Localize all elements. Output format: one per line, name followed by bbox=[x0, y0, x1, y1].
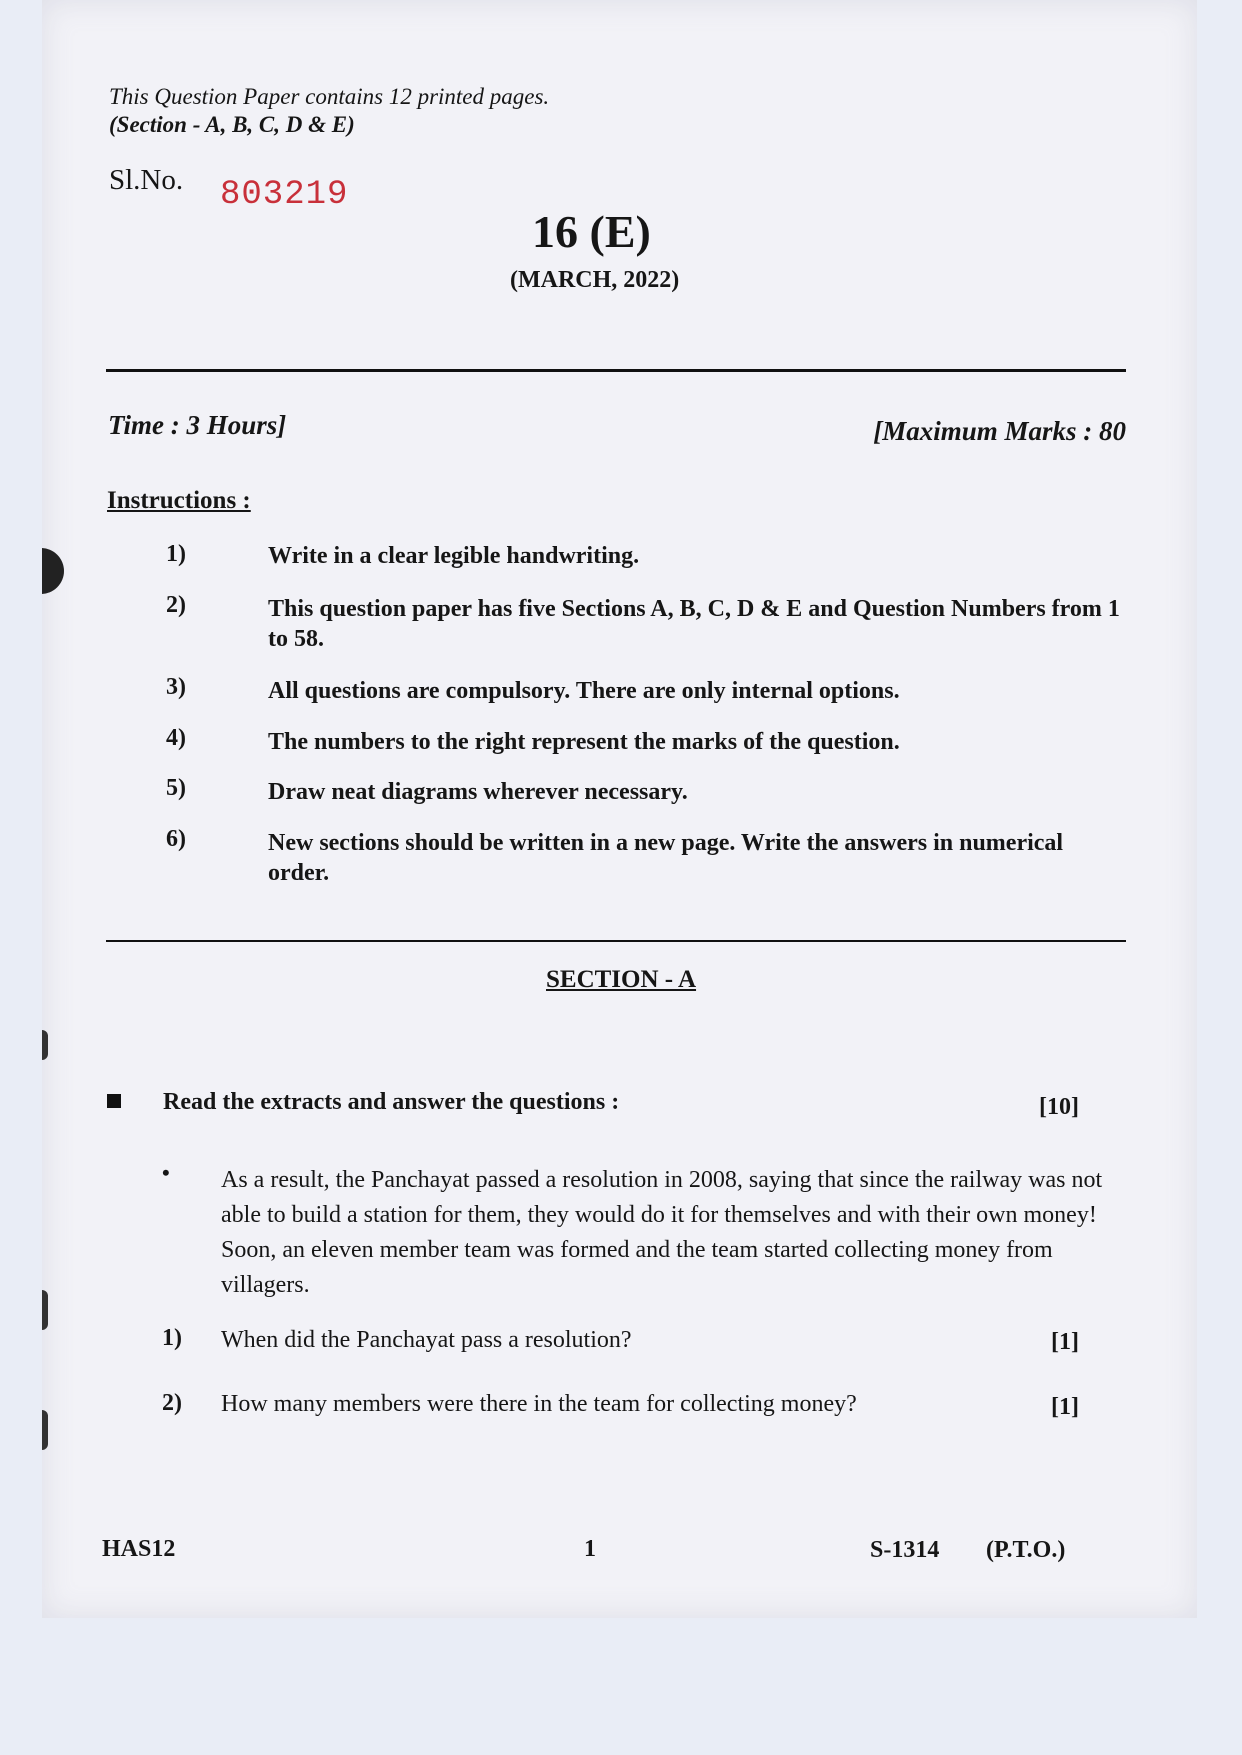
task-marks: [10] bbox=[1039, 1094, 1079, 1120]
time-allowed: Time : 3 Hours] bbox=[108, 410, 287, 440]
reading-extract: As a result, the Panchayat passed a resolution in 2008, saying that since the railway was not able to build a station for them, they would do it for themselves and with their own money! Soon, an eleven member team was formed and the team started collecting money from villagers. bbox=[221, 1167, 1103, 1298]
question-marks: [1] bbox=[1051, 1329, 1079, 1355]
section-divider bbox=[106, 940, 1126, 942]
subject-code: 16 (E) bbox=[532, 206, 651, 257]
exam-date: (MARCH, 2022) bbox=[510, 267, 680, 293]
please-turn-over: (P.T.O.) bbox=[986, 1537, 1066, 1563]
page-edge-mark bbox=[42, 1030, 48, 1060]
sections-note: (Section - A, B, C, D & E) bbox=[109, 112, 355, 137]
question-number: 1) bbox=[162, 1325, 182, 1351]
footer-code: HAS12 bbox=[102, 1536, 176, 1562]
page-count: This Question Paper contains 12 printed pages. bbox=[109, 84, 550, 109]
instruction-text: New sections should be written in a new page. Write the answers in numerical order. bbox=[268, 830, 1064, 886]
question-marks: [1] bbox=[1051, 1394, 1079, 1420]
instruction-number: 5) bbox=[166, 775, 186, 801]
question-number: 2) bbox=[162, 1390, 182, 1416]
instruction-text: The numbers to the right represent the marks of the question. bbox=[268, 729, 900, 755]
instructions-heading: Instructions : bbox=[107, 487, 251, 514]
instruction-number: 6) bbox=[166, 826, 186, 852]
instruction-text: Write in a clear legible handwriting. bbox=[268, 543, 640, 569]
instruction-number: 1) bbox=[166, 541, 186, 567]
square-bullet-icon bbox=[107, 1094, 121, 1108]
serial-number: 803219 bbox=[220, 176, 349, 214]
instruction-number: 3) bbox=[166, 674, 186, 700]
header-divider bbox=[106, 369, 1126, 372]
question-text: How many members were there in the team for collecting money? bbox=[221, 1391, 857, 1417]
punch-hole bbox=[42, 548, 64, 594]
section-a-title: SECTION - A bbox=[546, 966, 697, 993]
serial-label: Sl.No. bbox=[109, 164, 184, 196]
instruction-number: 4) bbox=[166, 725, 186, 751]
instruction-number: 2) bbox=[166, 592, 186, 618]
question-paper-page bbox=[42, 0, 1197, 1618]
page-number: 1 bbox=[584, 1536, 596, 1562]
instruction-text: All questions are compulsory. There are only internal options. bbox=[268, 678, 900, 704]
question-text: When did the Panchayat pass a resolution? bbox=[221, 1327, 632, 1353]
page-edge-mark bbox=[42, 1290, 48, 1330]
section-a-task: Read the extracts and answer the questions : bbox=[163, 1089, 620, 1115]
round-bullet-icon: • bbox=[162, 1160, 170, 1185]
paper-code: S-1314 bbox=[870, 1537, 940, 1563]
page-edge-mark bbox=[42, 1410, 48, 1450]
maximum-marks: [Maximum Marks : 80 bbox=[873, 416, 1126, 446]
instruction-text: This question paper has five Sections A, B, C, D & E and Question Numbers from 1 to 58. bbox=[268, 596, 1120, 652]
instruction-text: Draw neat diagrams wherever necessary. bbox=[268, 779, 688, 805]
